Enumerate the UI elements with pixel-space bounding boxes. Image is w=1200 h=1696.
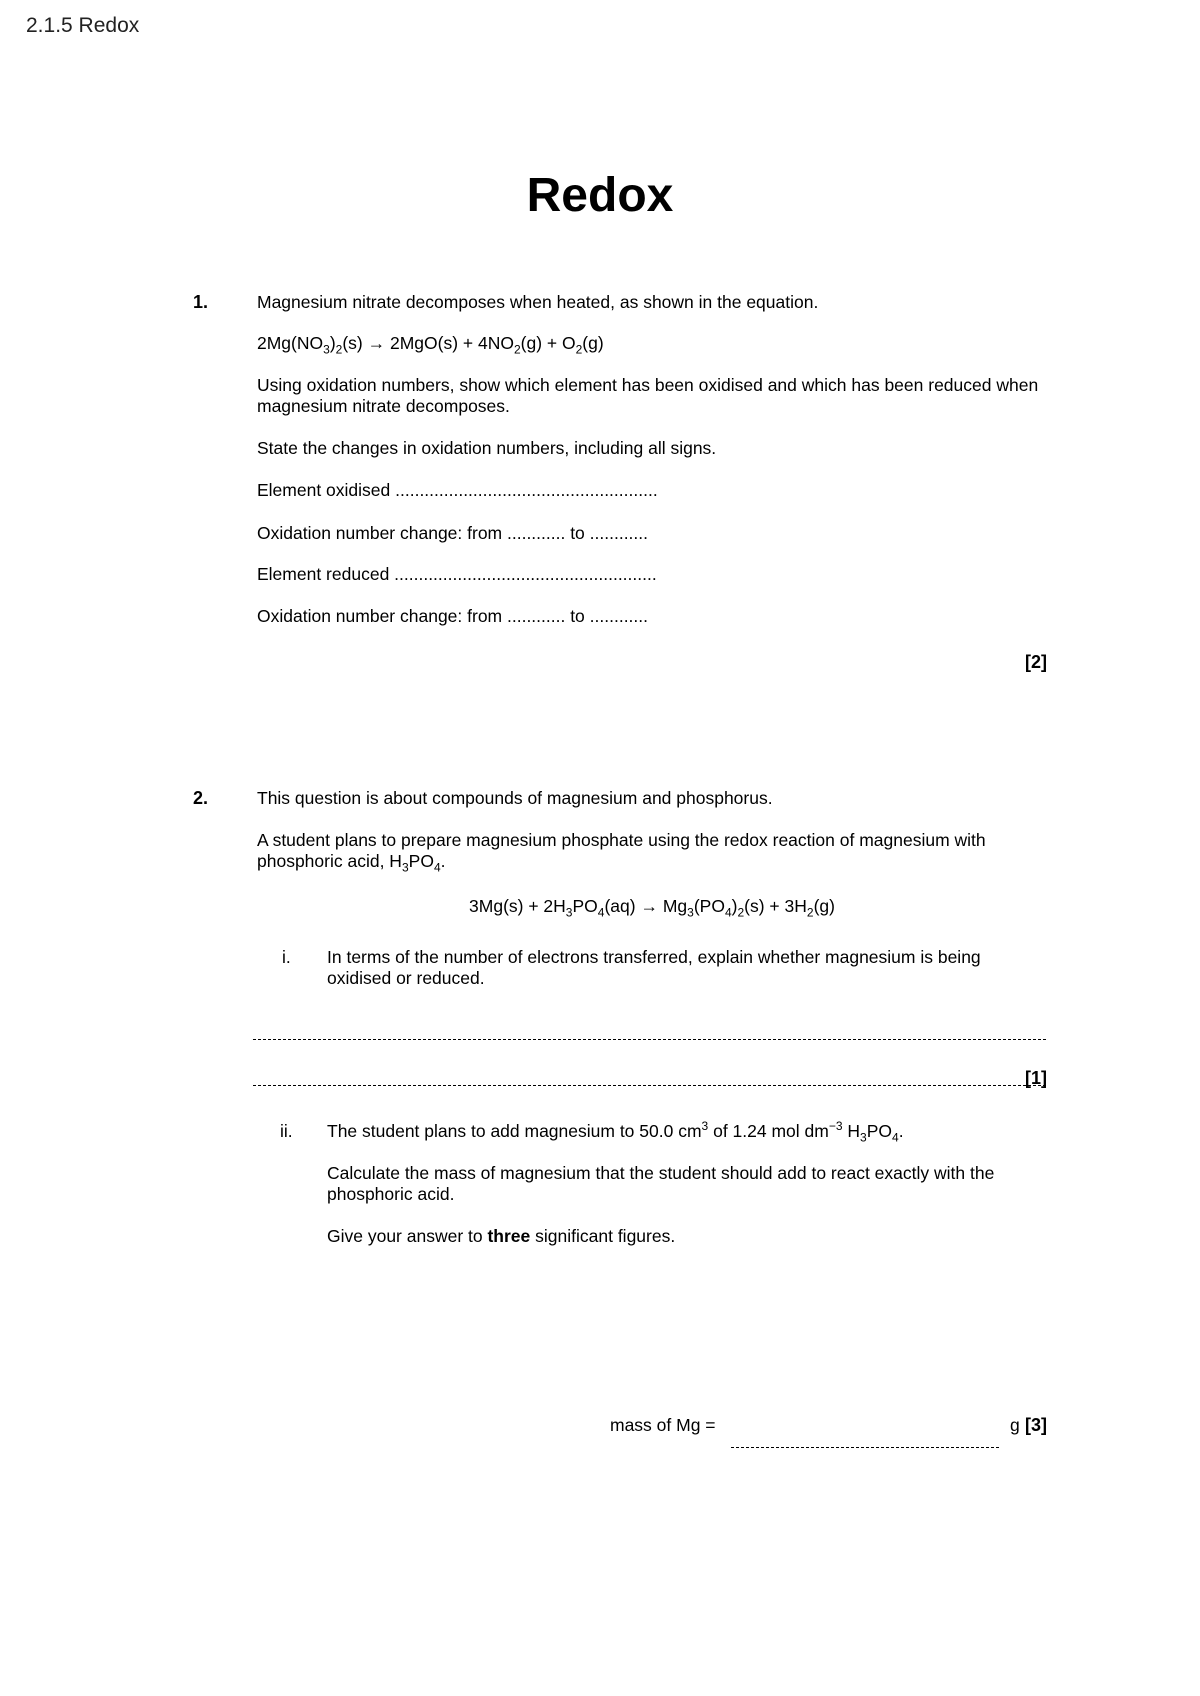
question-2-context: A student plans to prepare magnesium phosphate using the redox reaction of magnesium with phosphoric acid, $H_3PO_4$. [257,830,986,875]
question-1-intro: Magnesium nitrate decomposes when heated, as shown in the equation. [257,292,819,312]
part-ii-calculation-instruction: Calculate the mass of magnesium that the student should add to react exactly with the phosphoric acid. [327,1163,995,1204]
element-oxidised-answer-line[interactable]: Element oxidised ...................................................... [257,480,658,500]
part-ii-text: The student plans to add magnesium to 50.0 $cm^3$ of 1.24 mol $dm^{-3}$ $H_3PO_4$. [327,1119,904,1145]
part-i-label: i. [282,947,291,967]
question-1-instruction: Using oxidation numbers, show which element has been oxidised and which has been reduced when magnesium nitrate decomposes. [257,375,1039,416]
part-i-answer-line-2[interactable] [253,1085,1046,1086]
question-1-number: 1. [193,292,209,312]
element-reduced-answer-line[interactable]: Element reduced ...................................................... [257,564,657,584]
question-2-intro: This question is about compounds of magnesium and phosphorus. [257,788,773,808]
oxidation-change-answer-line-1[interactable]: Oxidation number change: from ............ to ............ [257,523,648,543]
mass-of-mg-answer-line[interactable] [731,1447,999,1448]
page-title: Redox [526,169,674,222]
part-i-answer-line-1[interactable] [253,1039,1046,1040]
question-1-marks: [2] [1025,652,1047,672]
question-1-equation: $2Mg(NO_3)_2(s) \to 2MgO(s) + 4NO_2(g) + O_2(g)$ [257,333,604,357]
part-ii-label: ii. [280,1121,293,1141]
part-i-text: In terms of the number of electrons transferred, explain whether magnesium is being oxidised or reduced. [327,947,981,988]
mass-unit: g [1010,1415,1020,1435]
document-header-label: 2.1.5 Redox [26,14,140,37]
mass-of-mg-label: mass of Mg = [610,1415,716,1435]
question-2-number: 2. [193,788,209,808]
part-ii-significant-figures-instruction: Give your answer to three significant figures. [327,1226,676,1246]
part-ii-marks: [3] [1025,1415,1047,1435]
part-i-marks: [1] [1025,1068,1047,1088]
oxidation-change-answer-line-2[interactable]: Oxidation number change: from ............ to ............ [257,606,648,626]
question-2-equation: $3Mg(s) + 2H_3PO_4(aq) \to Mg_3(PO_4)_2(s) + 3H_2(g)$ [469,896,835,920]
question-1-instruction-2: State the changes in oxidation numbers, including all signs. [257,438,717,458]
